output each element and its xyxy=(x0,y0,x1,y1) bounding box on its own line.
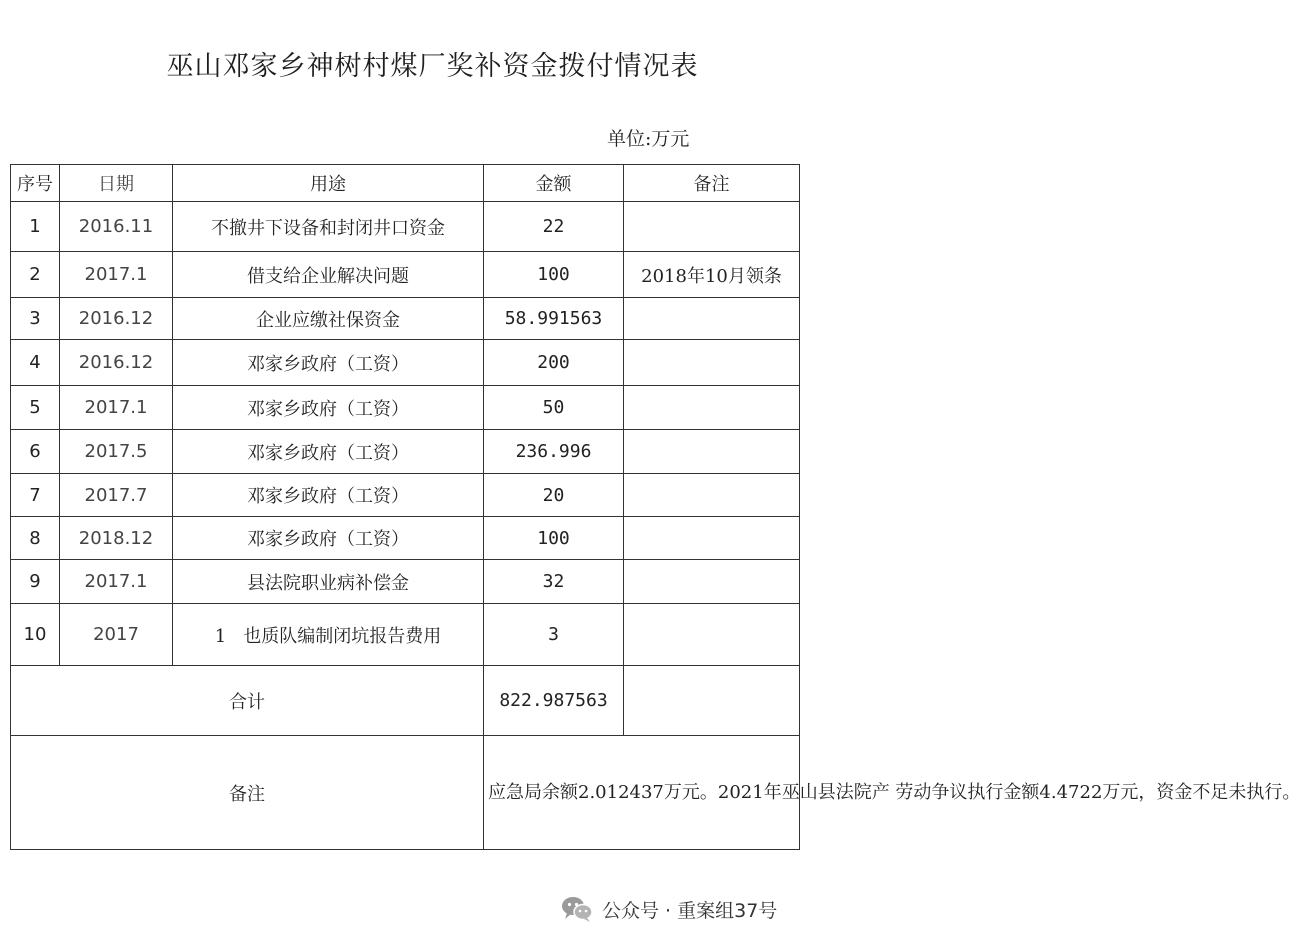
row-amount: 200 xyxy=(484,340,624,386)
row-date: 2016.11 xyxy=(60,202,173,252)
funding-table xyxy=(10,164,1300,850)
row-use: 借支给企业解决问题 xyxy=(173,252,484,298)
row-date: 2017.1 xyxy=(60,386,173,430)
row-date: 2017.1 xyxy=(60,252,173,298)
row-seq: 9 xyxy=(11,560,60,604)
remark-label: 备注 xyxy=(11,736,484,850)
row-note xyxy=(624,298,800,340)
remark-row xyxy=(11,736,800,850)
row-date: 2017.1 xyxy=(60,560,173,604)
table-row xyxy=(11,474,800,517)
row-use: 不撤井下设备和封闭井口资金 xyxy=(173,202,484,252)
watermark-text: 公众号 · 重案组37号 xyxy=(602,899,778,922)
row-note xyxy=(624,340,800,386)
row-seq: 7 xyxy=(11,474,60,517)
table-row xyxy=(11,517,800,560)
row-use: 邓家乡政府（工资） xyxy=(173,340,484,386)
row-seq: 3 xyxy=(11,298,60,340)
wechat-icon xyxy=(560,894,594,924)
row-note xyxy=(624,604,800,666)
total-label: 合计 xyxy=(11,666,484,736)
row-date: 2016.12 xyxy=(60,340,173,386)
row-seq: 1 xyxy=(11,202,60,252)
row-note xyxy=(624,517,800,560)
row-use: 邓家乡政府（工资） xyxy=(173,430,484,474)
row-use: 邓家乡政府（工资） xyxy=(173,386,484,430)
row-use: 邓家乡政府（工资） xyxy=(173,517,484,560)
table-row xyxy=(11,202,800,252)
row-amount: 22 xyxy=(484,202,624,252)
row-note xyxy=(624,430,800,474)
total-amount: 822.987563 xyxy=(484,666,624,736)
row-seq: 8 xyxy=(11,517,60,560)
row-date: 2017 xyxy=(60,604,173,666)
row-note xyxy=(624,560,800,604)
row-date: 2016.12 xyxy=(60,298,173,340)
row-use: 县法院职业病补偿金 xyxy=(173,560,484,604)
row-seq: 4 xyxy=(11,340,60,386)
row-note: 2018年10月领条 xyxy=(624,252,800,298)
row-amount: 236.996 xyxy=(484,430,624,474)
table-row xyxy=(11,604,800,666)
row-amount: 32 xyxy=(484,560,624,604)
table-row xyxy=(11,430,800,474)
row-note xyxy=(624,386,800,430)
watermark xyxy=(560,894,777,924)
row-note xyxy=(624,474,800,517)
table-row xyxy=(11,560,800,604)
row-amount: 50 xyxy=(484,386,624,430)
table-row xyxy=(11,298,800,340)
row-amount: 100 xyxy=(484,252,624,298)
table-row xyxy=(11,340,800,386)
row-use: 1 也质队编制闭坑报告费用 xyxy=(173,604,484,666)
row-seq: 6 xyxy=(11,430,60,474)
header-note: 备注 xyxy=(624,165,800,202)
row-seq: 5 xyxy=(11,386,60,430)
row-use: 企业应缴社保资金 xyxy=(173,298,484,340)
header-use: 用途 xyxy=(173,165,484,202)
row-amount: 58.991563 xyxy=(484,298,624,340)
header-amount: 金额 xyxy=(484,165,624,202)
total-row xyxy=(11,666,800,736)
row-amount: 100 xyxy=(484,517,624,560)
unit-label: 单位:万元 xyxy=(607,128,690,150)
row-note xyxy=(624,202,800,252)
row-date: 2017.5 xyxy=(60,430,173,474)
row-seq: 10 xyxy=(11,604,60,666)
row-amount: 3 xyxy=(484,604,624,666)
header-seq: 序号 xyxy=(11,165,60,202)
row-amount: 20 xyxy=(484,474,624,517)
row-seq: 2 xyxy=(11,252,60,298)
table-row xyxy=(11,252,800,298)
row-use: 邓家乡政府（工资） xyxy=(173,474,484,517)
total-note xyxy=(624,666,800,736)
document-title: 巫山邓家乡神树村煤厂奖补资金拨付情况表 xyxy=(166,51,699,82)
row-date: 2018.12 xyxy=(60,517,173,560)
remark-text: 应急局余额2.012437万元。2021年巫山县法院产 劳动争议执行金额4.4722万元，资金不足未执行。 xyxy=(484,736,800,850)
table-header-row xyxy=(11,165,800,202)
row-date: 2017.7 xyxy=(60,474,173,517)
table-row xyxy=(11,386,800,430)
header-date: 日期 xyxy=(60,165,173,202)
